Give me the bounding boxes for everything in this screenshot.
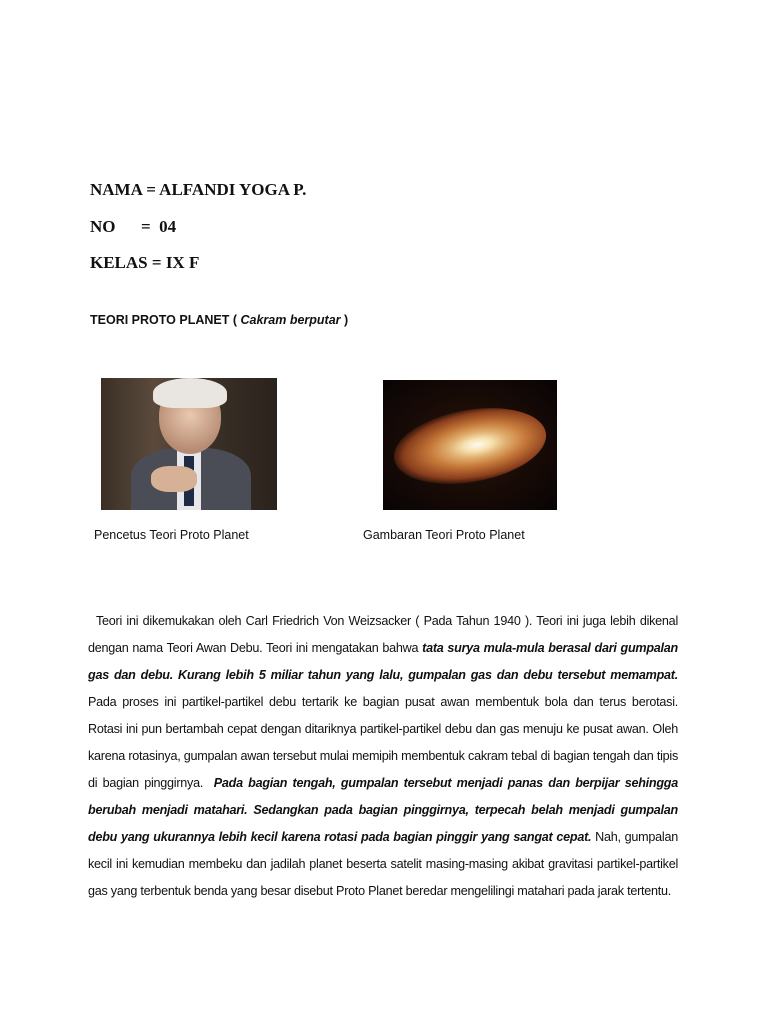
- paragraph-segment: Teori ini dikemukakan oleh Carl Friedrich Von Weizsacker ( Pada Tahun 1940 ). Teori ini juga lebih dikenal dengan nama Teori Awan Debu. Teori ini mengatakan bahwa: [88, 613, 678, 655]
- paragraph-emphasis: tata surya mula-mula berasal dari gumpalan gas dan debu. Kurang lebih 5 miliar tahun yang lalu, gumpalan gas dan debu tersebut memampat.: [88, 640, 678, 682]
- section-title: [90, 313, 348, 327]
- left-image-caption: Pencetus Teori Proto Planet: [94, 528, 249, 542]
- paragraph-segment: Pada proses ini partikel-partikel debu tertarik ke bagian pusat awan membentuk bola dan terus berotasi. Rotasi ini pun bertambah cepat dengan ditariknya partikel-partikel debu dan gas menuju ke pusat awan. Oleh karena rotasinya, gumpalan awan tersebut mulai memipih membentuk cakram tebal di bagian tengah dan tipis di bagian pinggirnya.: [88, 667, 682, 790]
- title-italic: Cakram berputar: [240, 313, 341, 327]
- paragraph-emphasis: Pada bagian tengah, gumpalan tersebut menjadi panas dan berpijar sehingga berubah menjadi matahari. Sedangkan pada bagian pinggirnya, terpecah belah menjadi gumpalan debu yang ukurannya lebih kecil karena rotasi pada bagian pinggir yang sangat cepat.: [88, 775, 678, 844]
- title-text: TEORI PROTO PLANET (: [90, 313, 241, 327]
- number-line: NO = 04: [90, 217, 177, 236]
- body-paragraph: [88, 608, 682, 905]
- name-line: NAMA = ALFANDI YOGA P.: [90, 180, 307, 199]
- class-line: KELAS = IX F: [90, 253, 200, 272]
- protoplanetary-disk-image: [383, 380, 557, 510]
- paragraph-segment: Nah, gumpalan kecil ini kemudian membeku dan jadilah planet beserta satelit masing-masing akibat gravitasi partikel-partikel gas yang terbentuk benda yang besar disebut Proto Planet beredar mengelilingi matahari pada jarak tertentu.: [88, 829, 678, 898]
- title-end: ): [340, 313, 349, 327]
- portrait-photo: [101, 378, 277, 510]
- right-image-caption: Gambaran Teori Proto Planet: [363, 528, 525, 542]
